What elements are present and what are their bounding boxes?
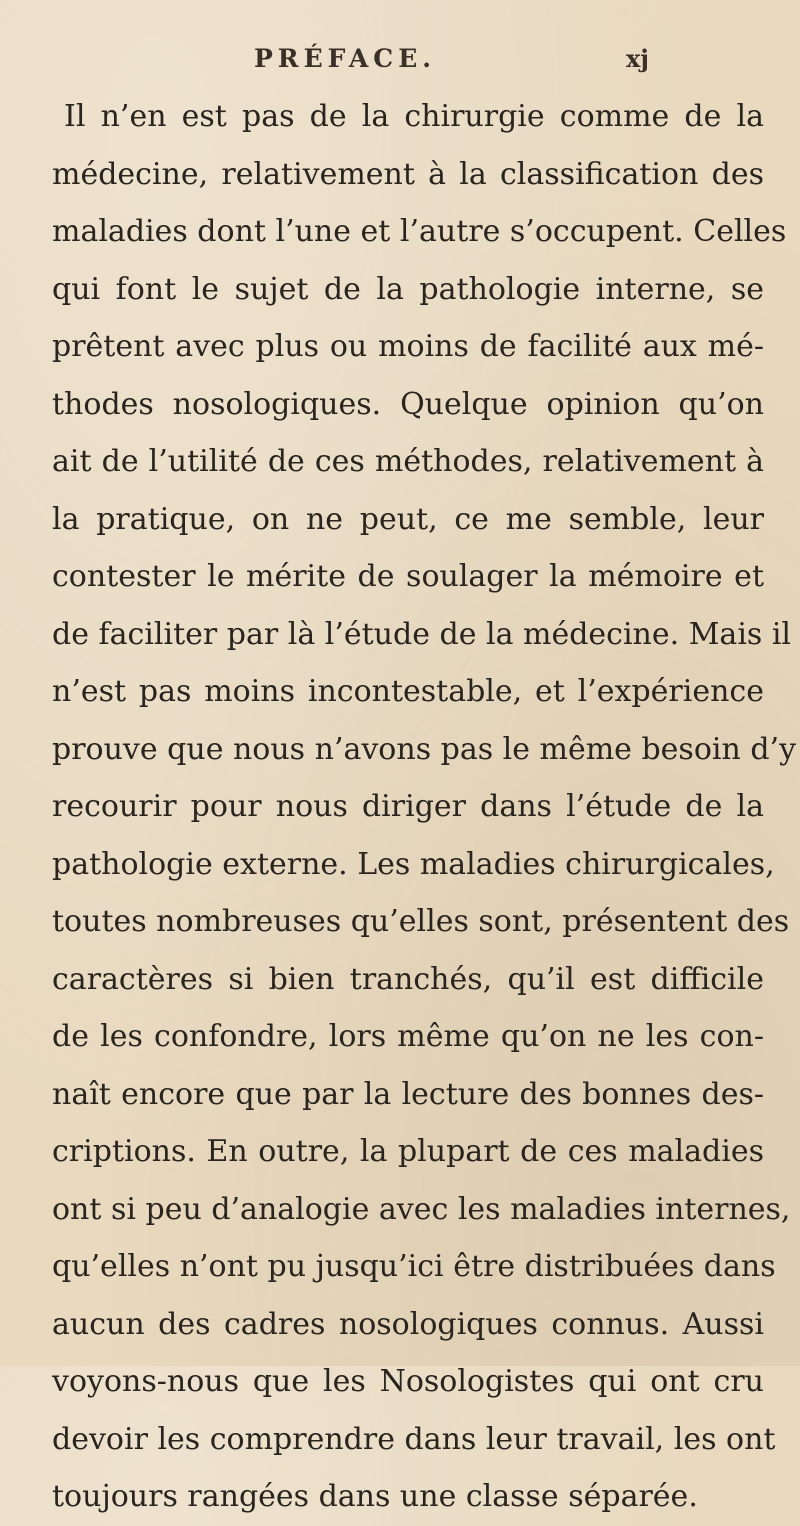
text-line: de les confondre, lors même qu’on ne les con-: [52, 1019, 764, 1054]
text-line: Il n’en est pas de la chirurgie comme de la: [64, 99, 764, 134]
page-number: xj: [626, 44, 649, 73]
text-line: toutes nombreuses qu’elles sont, présentent des: [52, 904, 790, 939]
text-line: caractères si bien tranchés, qu’il est difficile: [52, 961, 764, 997]
text-line: naît encore que par la lecture des bonnes des-: [52, 1076, 764, 1112]
body-text: [52, 88, 797, 1526]
text-line: prouve que nous n’avons pas le même besoin d’y: [52, 731, 797, 767]
text-line: maladies dont l’une et l’autre s’occupent. Celles: [52, 214, 787, 249]
running-head: [0, 44, 800, 84]
text-line: recourir pour nous diriger dans l’étude de la: [52, 789, 764, 824]
text-line: thodes nosologiques. Quelque opinion qu’on: [52, 386, 764, 422]
text-line: qui font le sujet de la pathologie interne, se: [52, 271, 764, 307]
text-line: qu’elles n’ont pu jusqu’ici être distribuées dans: [52, 1249, 776, 1284]
text-line: prêtent avec plus ou moins de facilité aux mé-: [52, 329, 764, 364]
text-line: n’est pas moins incontestable, et l’expérience: [52, 674, 764, 709]
text-line: médecine, relativement à la classification des: [52, 156, 764, 192]
text-line: criptions. En outre, la plupart de ces maladies: [52, 1134, 764, 1169]
text-line: la pratique, on ne peut, ce me semble, leur: [52, 501, 764, 537]
text-line: ont si peu d’analogie avec les maladies internes,: [52, 1191, 791, 1227]
running-title: PRÉFACE.: [254, 44, 436, 73]
text-line: aucun des cadres nosologiques connus. Aussi: [52, 1306, 764, 1342]
text-line: ait de l’utilité de ces méthodes, relativement à: [52, 444, 764, 479]
text-line: contester le mérite de soulager la mémoire et: [52, 559, 764, 594]
text-line: voyons-nous que les Nosologistes qui ont cru: [52, 1364, 764, 1399]
text-line: toujours rangées dans une classe séparée.: [52, 1479, 698, 1514]
text-line: de faciliter par là l’étude de la médecine. Mais il: [52, 616, 792, 652]
text-line: pathologie externe. Les maladies chirurgicales,: [52, 846, 775, 882]
text-line: devoir les comprendre dans leur travail, les ont: [52, 1421, 776, 1457]
